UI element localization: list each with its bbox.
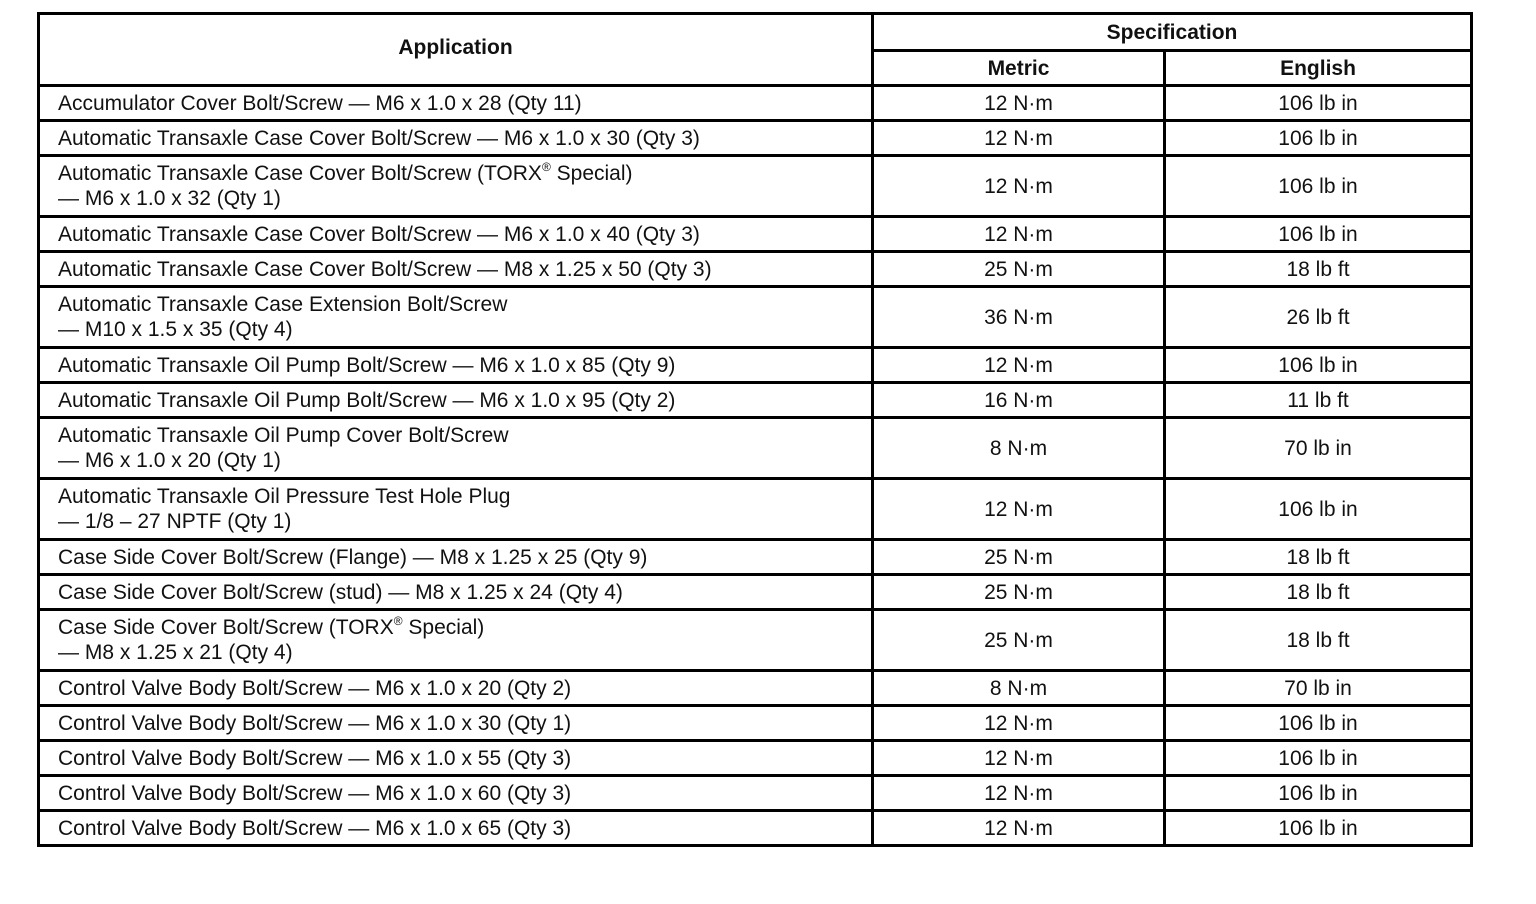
table-row <box>39 575 1472 610</box>
application-text: Automatic Transaxle Case Extension Bolt/Screw <box>58 293 508 316</box>
english-cell: 11 lb ft <box>1165 383 1472 418</box>
table-row <box>39 156 1472 217</box>
application-cell <box>39 86 873 121</box>
application-cell <box>39 252 873 287</box>
specification-header: Specification <box>873 14 1472 51</box>
metric-cell: 36 N·m <box>873 287 1165 348</box>
application-cell <box>39 671 873 706</box>
table-row <box>39 479 1472 540</box>
table-row <box>39 86 1472 121</box>
metric-cell: 8 N·m <box>873 671 1165 706</box>
application-cell <box>39 479 873 540</box>
application-text: Automatic Transaxle Case Cover Bolt/Screw — M6 x 1.0 x 30 (Qty 3) <box>58 126 700 150</box>
application-cell <box>39 540 873 575</box>
english-cell: 26 lb ft <box>1165 287 1472 348</box>
application-text: Control Valve Body Bolt/Screw — M6 x 1.0 x 55 (Qty 3) <box>58 746 572 770</box>
metric-cell: 25 N·m <box>873 252 1165 287</box>
application-text: Automatic Transaxle Oil Pump Cover Bolt/Screw <box>58 424 509 447</box>
table-row <box>39 418 1472 479</box>
application-cell <box>39 156 873 217</box>
metric-cell: 12 N·m <box>873 217 1165 252</box>
metric-cell: 12 N·m <box>873 156 1165 217</box>
metric-cell: 25 N·m <box>873 610 1165 671</box>
application-text: Control Valve Body Bolt/Screw — M6 x 1.0 x 65 (Qty 3) <box>58 816 572 840</box>
application-cell <box>39 811 873 846</box>
table-row <box>39 252 1472 287</box>
english-cell: 18 lb ft <box>1165 610 1472 671</box>
table-row <box>39 540 1472 575</box>
application-text: Control Valve Body Bolt/Screw — M6 x 1.0 x 30 (Qty 1) <box>58 711 572 735</box>
application-text: — 1/8 – 27 NPTF (Qty 1) <box>58 510 292 533</box>
application-text: Automatic Transaxle Case Cover Bolt/Screw — M6 x 1.0 x 40 (Qty 3) <box>58 222 700 246</box>
table-body <box>39 86 1472 846</box>
table-header <box>39 14 1472 86</box>
metric-cell: 16 N·m <box>873 383 1165 418</box>
english-cell: 106 lb in <box>1165 217 1472 252</box>
table-row <box>39 811 1472 846</box>
application-cell <box>39 575 873 610</box>
application-text: Case Side Cover Bolt/Screw (TORX® Special) <box>58 614 485 639</box>
table-row <box>39 741 1472 776</box>
application-cell <box>39 121 873 156</box>
table-row <box>39 217 1472 252</box>
english-cell: 106 lb in <box>1165 706 1472 741</box>
english-header: English <box>1165 51 1472 86</box>
metric-cell: 8 N·m <box>873 418 1165 479</box>
table-row <box>39 610 1472 671</box>
metric-header: Metric <box>873 51 1165 86</box>
english-cell: 106 lb in <box>1165 348 1472 383</box>
table-row <box>39 121 1472 156</box>
application-text: — M6 x 1.0 x 20 (Qty 1) <box>58 449 281 472</box>
metric-cell: 12 N·m <box>873 348 1165 383</box>
english-cell: 18 lb ft <box>1165 252 1472 287</box>
metric-cell: 12 N·m <box>873 479 1165 540</box>
application-cell <box>39 348 873 383</box>
application-text: — M8 x 1.25 x 21 (Qty 4) <box>58 641 293 664</box>
application-cell <box>39 287 873 348</box>
application-cell <box>39 706 873 741</box>
english-cell: 70 lb in <box>1165 671 1472 706</box>
application-text: Control Valve Body Bolt/Screw — M6 x 1.0 x 60 (Qty 3) <box>58 781 572 805</box>
metric-cell: 12 N·m <box>873 121 1165 156</box>
metric-cell: 12 N·m <box>873 86 1165 121</box>
table-row <box>39 671 1472 706</box>
table-row <box>39 776 1472 811</box>
application-text: Case Side Cover Bolt/Screw (stud) — M8 x 1.25 x 24 (Qty 4) <box>58 580 623 604</box>
table-row <box>39 287 1472 348</box>
english-cell: 70 lb in <box>1165 418 1472 479</box>
application-cell <box>39 418 873 479</box>
metric-cell: 12 N·m <box>873 741 1165 776</box>
application-text: Automatic Transaxle Case Cover Bolt/Screw (TORX® Special) <box>58 160 633 185</box>
application-text: Automatic Transaxle Oil Pump Bolt/Screw — M6 x 1.0 x 95 (Qty 2) <box>58 388 676 412</box>
application-text: Accumulator Cover Bolt/Screw — M6 x 1.0 x 28 (Qty 11) <box>58 91 582 115</box>
table-row <box>39 383 1472 418</box>
application-text: — M10 x 1.5 x 35 (Qty 4) <box>58 318 293 341</box>
metric-cell: 25 N·m <box>873 540 1165 575</box>
application-cell <box>39 610 873 671</box>
table-row <box>39 348 1472 383</box>
application-text: Automatic Transaxle Oil Pump Bolt/Screw — M6 x 1.0 x 85 (Qty 9) <box>58 353 676 377</box>
application-cell <box>39 217 873 252</box>
metric-cell: 12 N·m <box>873 706 1165 741</box>
english-cell: 106 lb in <box>1165 121 1472 156</box>
application-cell <box>39 383 873 418</box>
english-cell: 106 lb in <box>1165 479 1472 540</box>
application-text: Control Valve Body Bolt/Screw — M6 x 1.0 x 20 (Qty 2) <box>58 676 572 700</box>
english-cell: 106 lb in <box>1165 741 1472 776</box>
english-cell: 106 lb in <box>1165 811 1472 846</box>
metric-cell: 25 N·m <box>873 575 1165 610</box>
application-text: Automatic Transaxle Oil Pressure Test Hole Plug <box>58 485 511 508</box>
english-cell: 18 lb ft <box>1165 575 1472 610</box>
english-cell: 18 lb ft <box>1165 540 1472 575</box>
metric-cell: 12 N·m <box>873 776 1165 811</box>
english-cell: 106 lb in <box>1165 776 1472 811</box>
application-header: Application <box>39 14 873 86</box>
english-cell: 106 lb in <box>1165 86 1472 121</box>
torque-spec-table <box>37 12 1473 847</box>
application-cell <box>39 776 873 811</box>
english-cell: 106 lb in <box>1165 156 1472 217</box>
metric-cell: 12 N·m <box>873 811 1165 846</box>
application-text: — M6 x 1.0 x 32 (Qty 1) <box>58 187 281 210</box>
application-cell <box>39 741 873 776</box>
table-row <box>39 706 1472 741</box>
application-text: Case Side Cover Bolt/Screw (Flange) — M8 x 1.25 x 25 (Qty 9) <box>58 545 648 569</box>
application-text: Automatic Transaxle Case Cover Bolt/Screw — M8 x 1.25 x 50 (Qty 3) <box>58 257 712 281</box>
